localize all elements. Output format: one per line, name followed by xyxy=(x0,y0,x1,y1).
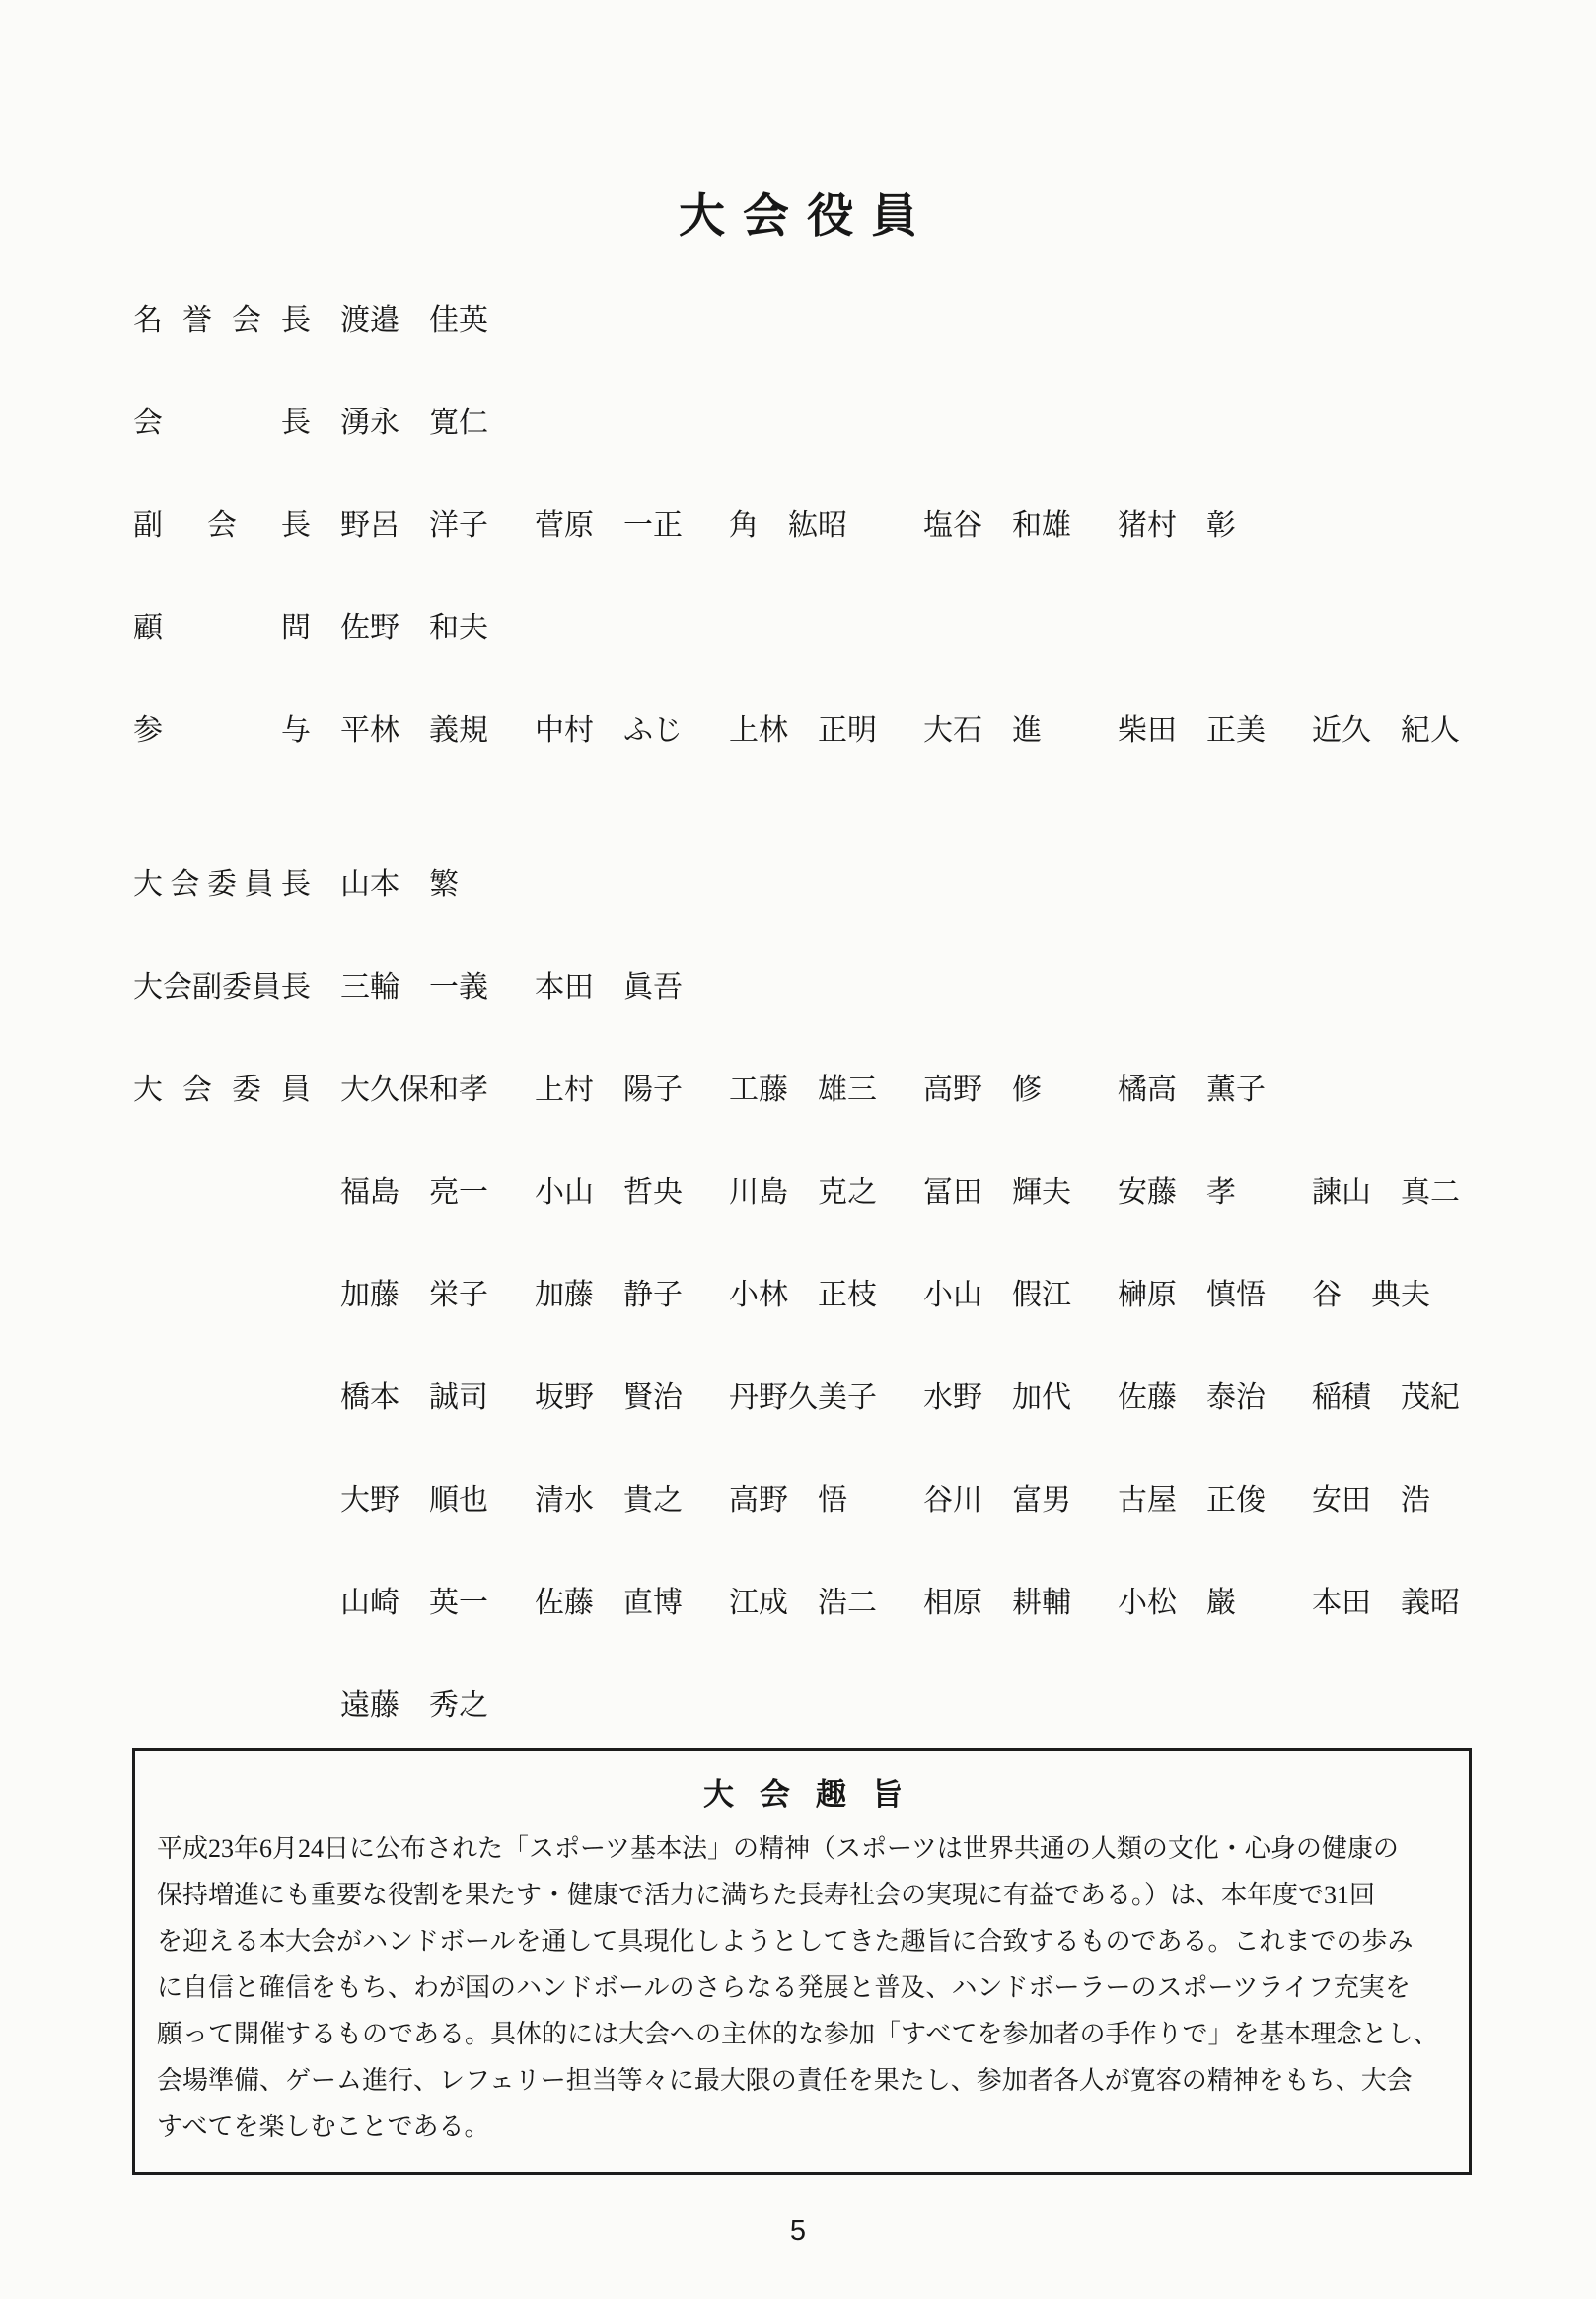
officer-row xyxy=(133,962,1596,1065)
person-name: 小山 哲央 xyxy=(535,1176,683,1209)
person-name: 高野 修 xyxy=(923,1074,1042,1106)
person-name: 加藤 栄子 xyxy=(340,1279,488,1311)
purpose-text-line: 保持増進にも重要な役割を果たす・健康で活力に満ちた長寿社会の実現に有益である。）は、本年度で31回 xyxy=(157,1881,1376,1909)
officer-role-label: 大会委員長 xyxy=(133,868,311,901)
person-name: 川島 克之 xyxy=(729,1176,877,1209)
officer-names xyxy=(340,295,535,338)
person-name: 湧永 寛仁 xyxy=(340,407,488,439)
person-name: 近久 紀人 xyxy=(1312,714,1460,747)
person-name: 上林 正明 xyxy=(729,714,877,747)
person-name: 相原 耕輔 xyxy=(923,1587,1071,1619)
purpose-text-line: を迎える本大会がハンドボールを通して具現化しようとしてきた趣旨に合致するものである。これまでの歩み xyxy=(157,1927,1414,1956)
person-name: 坂野 賢治 xyxy=(535,1381,683,1414)
purpose-text-line: 平成23年6月24日に公布された「スポーツ基本法」の精神（スポーツは世界共通の人類の文化・心身の健康の xyxy=(157,1834,1399,1863)
officer-list xyxy=(133,295,1596,1783)
person-name: 高野 悟 xyxy=(729,1484,847,1517)
person-name: 谷川 富男 xyxy=(923,1484,1071,1517)
page-title: 大会役員 xyxy=(679,191,935,243)
officer-names xyxy=(340,500,1312,544)
person-name: 佐藤 直博 xyxy=(535,1587,683,1619)
person-name: 冨田 輝夫 xyxy=(923,1176,1071,1209)
officer-names xyxy=(340,1167,1506,1211)
officer-row xyxy=(133,1270,1596,1372)
officer-row xyxy=(133,1167,1596,1270)
person-name: 古屋 正俊 xyxy=(1118,1484,1266,1517)
person-name: 菅原 一正 xyxy=(535,509,683,542)
officer-names xyxy=(340,859,535,903)
officer-names xyxy=(340,1578,1506,1621)
purpose-text-line: 願って開催するものである。具体的には大会への主体的な参加「すべてを参加者の手作りで」を基本理念とし、 xyxy=(157,2020,1439,2048)
officer-names xyxy=(340,1372,1506,1416)
person-name: 中村 ふじ xyxy=(535,714,683,747)
person-name: 本田 眞吾 xyxy=(535,971,683,1003)
purpose-text-line: 会場準備、ゲーム進行、レフェリー担当等々に最大限の責任を果たし、参加者各人が寛容の精神をもち、大会 xyxy=(157,2066,1413,2095)
person-name: 遠藤 秀之 xyxy=(340,1689,488,1722)
person-name: 橋本 誠司 xyxy=(340,1381,488,1414)
officer-row xyxy=(133,859,1596,962)
person-name: 小松 巌 xyxy=(1118,1587,1236,1619)
person-name: 橘高 薫子 xyxy=(1118,1074,1266,1106)
officer-names xyxy=(340,1475,1506,1519)
person-name: 小山 假江 xyxy=(923,1279,1071,1311)
officer-names xyxy=(340,1065,1312,1108)
person-name: 山崎 英一 xyxy=(340,1587,488,1619)
person-name: 工藤 雄三 xyxy=(729,1074,877,1106)
person-name: 猪村 彰 xyxy=(1118,509,1236,542)
officer-names xyxy=(340,398,535,441)
officer-names xyxy=(340,1680,535,1724)
person-name: 渡邉 佳英 xyxy=(340,304,488,336)
officer-row xyxy=(133,1475,1596,1578)
officer-row xyxy=(133,398,1596,500)
person-name: 安田 浩 xyxy=(1312,1484,1430,1517)
person-name: 安藤 孝 xyxy=(1118,1176,1236,1209)
officer-row xyxy=(133,1065,1596,1167)
person-name: 山本 繁 xyxy=(340,868,459,901)
officer-role-label: 顧問 xyxy=(133,612,311,644)
officer-role-label: 名誉会長 xyxy=(133,304,311,336)
officer-row xyxy=(133,1372,1596,1475)
person-name: 柴田 正美 xyxy=(1118,714,1266,747)
person-name: 大野 順也 xyxy=(340,1484,488,1517)
person-name: 小林 正枝 xyxy=(729,1279,877,1311)
person-name: 水野 加代 xyxy=(923,1381,1071,1414)
person-name: 上村 陽子 xyxy=(535,1074,683,1106)
officer-row xyxy=(133,500,1596,603)
person-name: 野呂 洋子 xyxy=(340,509,488,542)
person-name: 大石 進 xyxy=(923,714,1042,747)
person-name: 榊原 慎悟 xyxy=(1118,1279,1266,1311)
person-name: 佐野 和夫 xyxy=(340,612,488,644)
officer-names xyxy=(340,962,729,1005)
officer-role-label: 参与 xyxy=(133,714,311,747)
officer-row xyxy=(133,603,1596,705)
person-name: 江成 浩二 xyxy=(729,1587,877,1619)
person-name: 稲積 茂紀 xyxy=(1312,1381,1460,1414)
officer-role-label: 大会副委員長 xyxy=(133,971,311,1003)
officer-role-label: 会長 xyxy=(133,407,311,439)
officer-role-label: 副会長 xyxy=(133,509,311,542)
person-name: 加藤 静子 xyxy=(535,1279,683,1311)
purpose-text-line: に自信と確信をもち、わが国のハンドボールのさらなる発展と普及、ハンドボーラーのスポーツライフ充実を xyxy=(157,1973,1411,2002)
person-name: 丹野久美子 xyxy=(729,1381,877,1414)
purpose-box xyxy=(132,1748,1472,2175)
officer-row xyxy=(133,295,1596,398)
officer-names xyxy=(340,705,1506,749)
purpose-title: 大会趣旨 xyxy=(703,1777,928,1812)
officer-names xyxy=(340,603,535,646)
officer-role-label: 大会委員 xyxy=(133,1074,311,1106)
person-name: 大久保和孝 xyxy=(340,1074,488,1106)
person-name: 塩谷 和雄 xyxy=(923,509,1071,542)
page-number: 5 xyxy=(789,2215,807,2247)
person-name: 平林 義規 xyxy=(340,714,488,747)
person-name: 角 紘昭 xyxy=(729,509,847,542)
person-name: 佐藤 泰治 xyxy=(1118,1381,1266,1414)
person-name: 三輪 一義 xyxy=(340,971,488,1003)
officer-row xyxy=(133,1578,1596,1680)
purpose-text-line: すべてを楽しむことである。 xyxy=(157,2113,490,2141)
officer-row xyxy=(133,705,1596,808)
person-name: 諫山 真二 xyxy=(1312,1176,1460,1209)
person-name: 福島 亮一 xyxy=(340,1176,488,1209)
person-name: 本田 義昭 xyxy=(1312,1587,1460,1619)
officer-names xyxy=(340,1270,1506,1313)
purpose-body xyxy=(157,1825,1449,2150)
person-name: 谷 典夫 xyxy=(1312,1279,1430,1311)
person-name: 清水 貴之 xyxy=(535,1484,683,1517)
